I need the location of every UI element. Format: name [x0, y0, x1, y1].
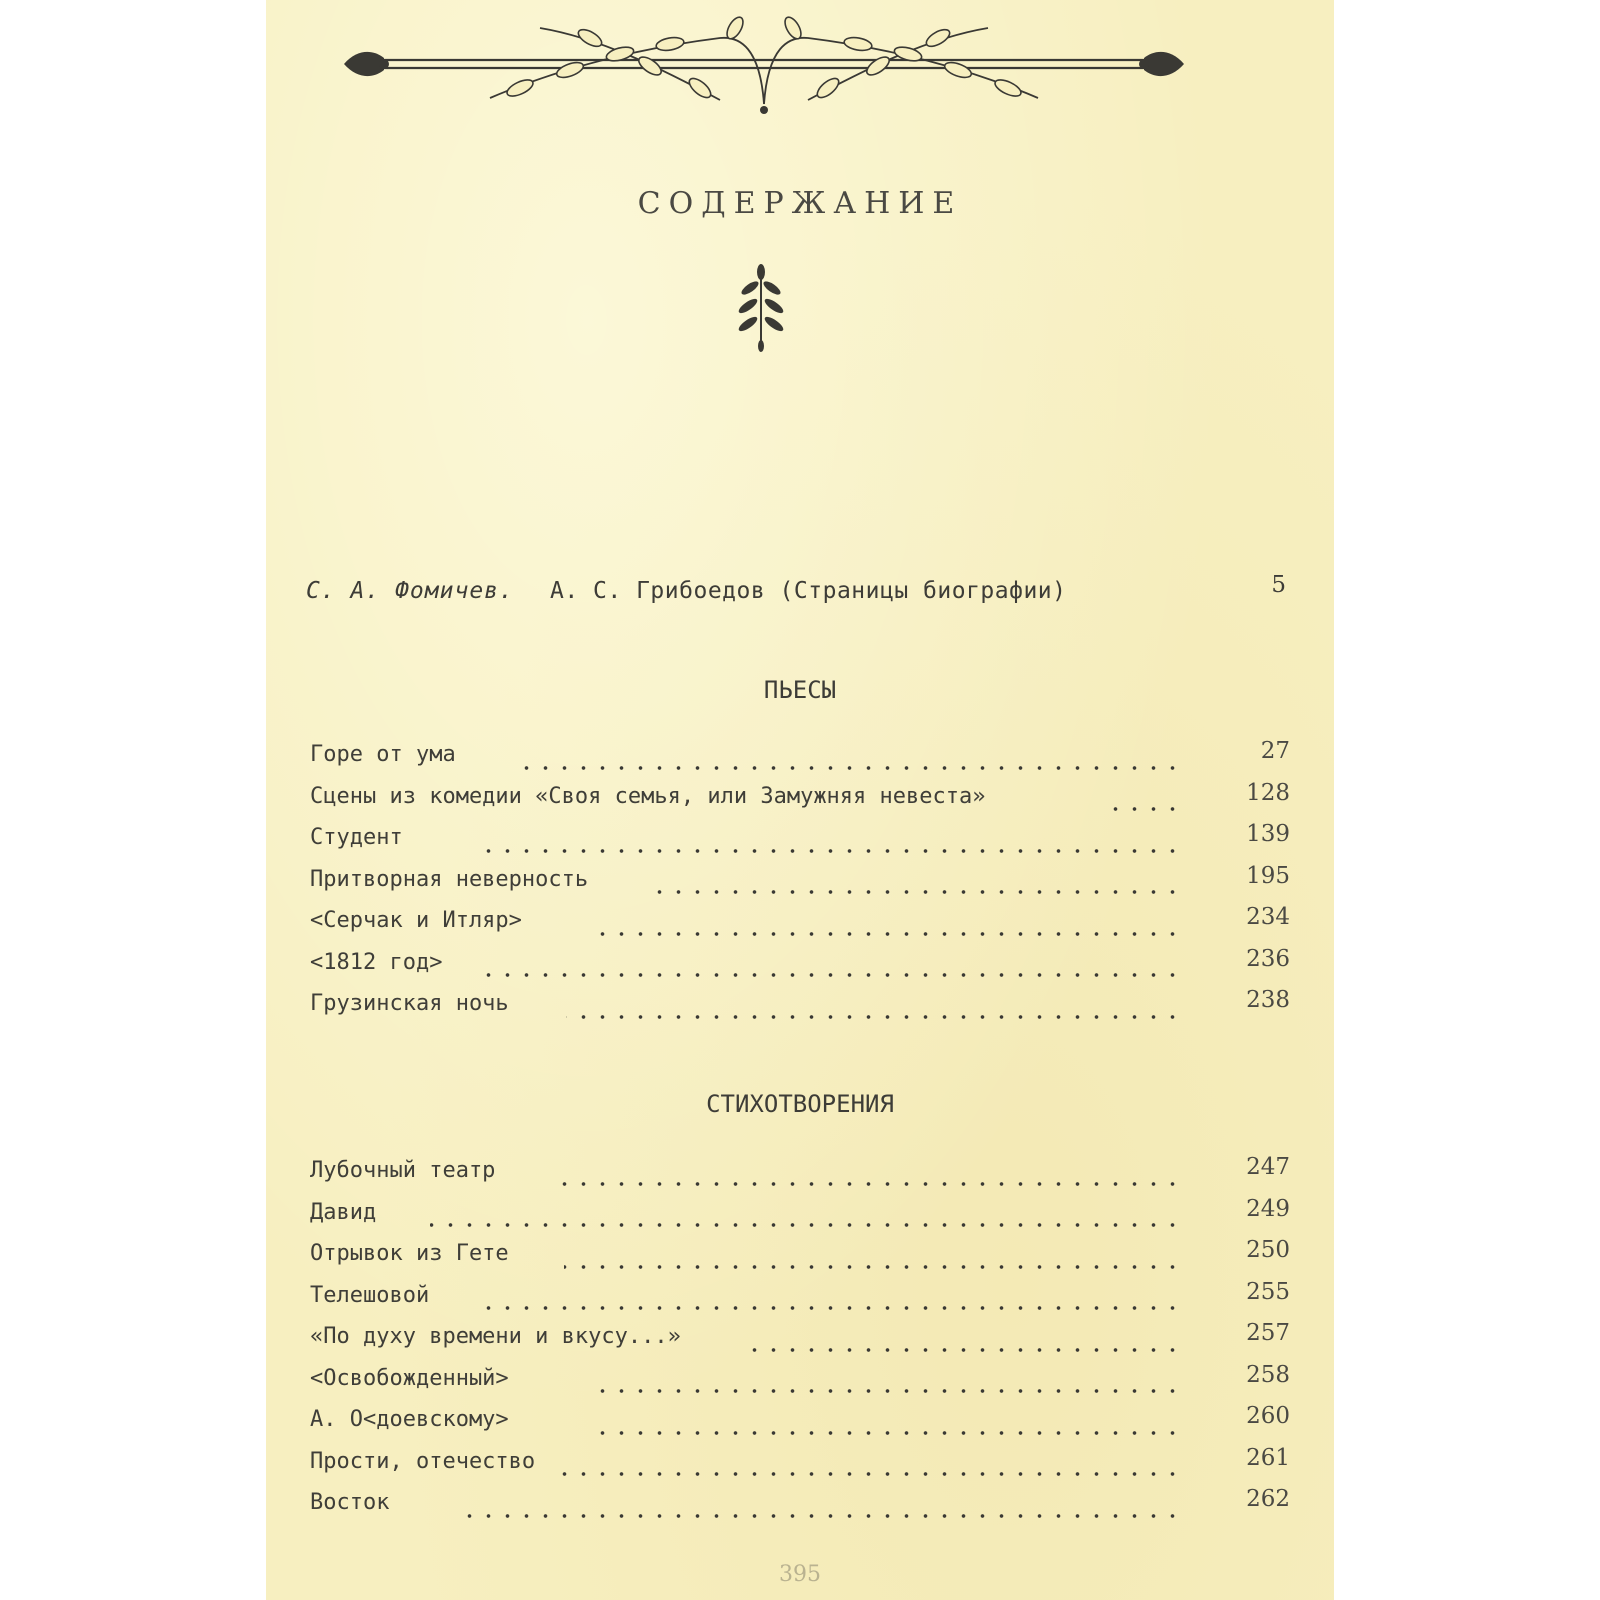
toc-entry-title: Студент — [310, 825, 403, 850]
toc-entry-page: 262 — [1246, 1486, 1290, 1512]
toc-entry-title: Давид — [310, 1199, 377, 1225]
dot-leader — [522, 766, 1182, 770]
toc-entry — [310, 904, 1290, 946]
toc-entry-page: 257 — [1246, 1320, 1290, 1346]
dot-leader — [738, 1348, 1182, 1352]
toc-list-poems — [310, 1154, 1290, 1528]
toc-entry-page: 27 — [1260, 738, 1290, 764]
toc-entry-page: 234 — [1246, 904, 1290, 930]
dot-leader — [1100, 807, 1182, 811]
toc-list-plays — [310, 738, 1290, 1029]
toc-entry-page: 260 — [1246, 1403, 1290, 1429]
toc-entry — [310, 1154, 1290, 1196]
intro-page-number: 5 — [1271, 572, 1286, 598]
dot-leader — [600, 1431, 1182, 1435]
page-number-folio: 395 — [779, 1562, 821, 1587]
toc-entry-page: 139 — [1246, 821, 1290, 847]
toc-entry-title: <Серчак и Итляр> — [310, 908, 522, 933]
contents-heading: СОДЕРЖАНИЕ — [637, 186, 963, 221]
laurel-sprig-ornament — [728, 262, 794, 354]
toc-entry-title: <Освобожденный> — [310, 1365, 509, 1391]
toc-entry-title: А. О<доевскому> — [310, 1407, 509, 1432]
toc-entry-title: Лубочный театр — [310, 1158, 496, 1183]
toc-entry — [310, 821, 1290, 863]
toc-entry — [310, 1279, 1290, 1321]
dot-leader — [456, 1514, 1182, 1518]
dot-leader — [486, 973, 1182, 977]
toc-entry-title: Притворная неверность — [310, 866, 589, 892]
toc-entry-title: «По духу времени и вкусу...» — [310, 1324, 681, 1349]
dot-leader — [558, 1472, 1182, 1476]
toc-entry — [310, 1237, 1290, 1279]
dot-leader — [430, 1223, 1182, 1227]
toc-entry — [310, 780, 1290, 822]
section-title-plays: ПЬЕСЫ — [763, 676, 837, 704]
toc-entry — [310, 1486, 1290, 1528]
toc-entry — [310, 738, 1290, 780]
toc-entry — [310, 1403, 1290, 1445]
toc-entry-page: 255 — [1246, 1278, 1290, 1305]
toc-entry-title: Отрывок из Гете — [310, 1241, 509, 1266]
dot-leader — [566, 1015, 1182, 1019]
toc-entry-page: 236 — [1246, 945, 1290, 972]
toc-entry-title: Сцены из комедии «Своя семья, или Замужняя невеста» — [310, 783, 986, 809]
toc-entry-page: 247 — [1246, 1154, 1290, 1180]
toc-entry-page: 238 — [1246, 987, 1290, 1013]
toc-entry — [310, 1320, 1290, 1362]
toc-entry — [310, 946, 1290, 988]
dot-leader — [598, 932, 1182, 936]
toc-entry-page: 128 — [1246, 779, 1290, 806]
laurel-rod-ornament — [340, 8, 1188, 120]
toc-entry-title: Грузинская ночь — [310, 991, 509, 1016]
toc-entry-page: 261 — [1246, 1444, 1290, 1471]
toc-entry — [310, 863, 1290, 905]
toc-entry — [310, 1362, 1290, 1404]
dot-leader — [586, 1389, 1182, 1393]
dot-leader — [486, 1306, 1182, 1310]
toc-entry — [310, 1196, 1290, 1238]
toc-entry-title: Восток — [310, 1490, 390, 1515]
toc-entry-page: 195 — [1246, 862, 1290, 889]
toc-entry-title: <1812 год> — [310, 949, 443, 975]
dot-leader — [554, 1182, 1182, 1186]
section-title-poems: СТИХОТВОРЕНИЯ — [706, 1090, 894, 1118]
toc-entry-title: Телешовой — [310, 1282, 430, 1308]
intro-entry — [306, 572, 1286, 610]
toc-entry-page: 258 — [1246, 1361, 1290, 1388]
toc-entry-title: Прости, отечество — [310, 1448, 536, 1474]
toc-entry-page: 249 — [1246, 1195, 1290, 1222]
dot-leader — [650, 890, 1182, 894]
toc-entry-title: Горе от ума — [310, 742, 456, 767]
intro-author: С. А. Фомичев. — [306, 578, 514, 604]
toc-entry — [310, 1445, 1290, 1487]
toc-entry — [310, 987, 1290, 1029]
toc-entry-page: 250 — [1246, 1237, 1290, 1263]
dot-leader — [478, 849, 1182, 853]
book-page — [266, 0, 1334, 1600]
intro-title: А. С. Грибоедов (Страницы биографии) — [550, 578, 1067, 604]
dot-leader — [564, 1265, 1182, 1269]
